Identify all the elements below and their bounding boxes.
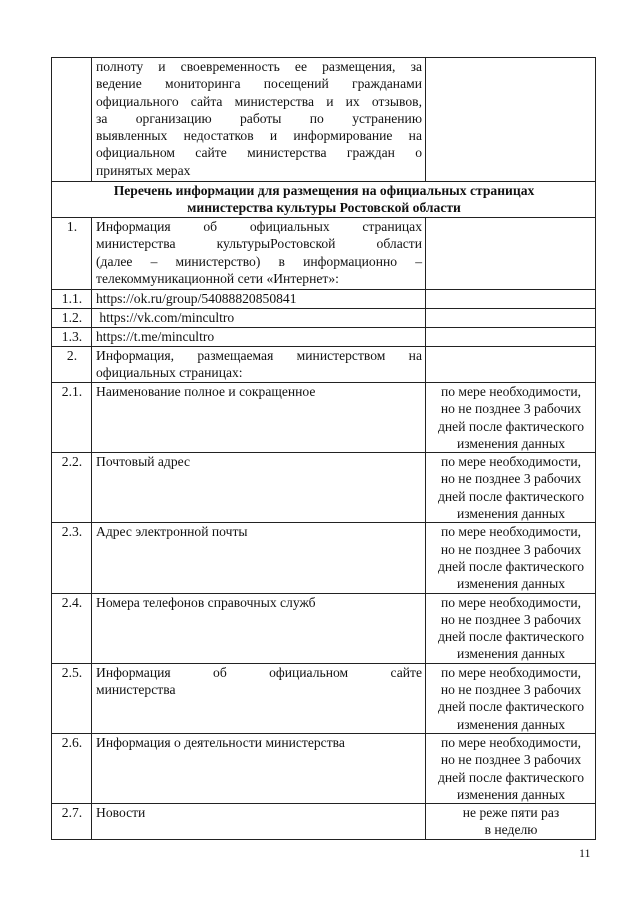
description-cell (92, 218, 426, 290)
table-row (52, 58, 596, 182)
term-line: но не позднее 3 рабочих (440, 401, 582, 417)
term-line: не реже пяти раз (462, 805, 560, 821)
term-cell (426, 383, 596, 453)
description-cell (92, 347, 426, 383)
term-line: изменения данных (456, 506, 566, 522)
text-line: министерства (96, 682, 176, 698)
term-line: но не позднее 3 рабочих (440, 471, 582, 487)
section-header (52, 182, 596, 218)
term-cell (426, 309, 596, 328)
row-number: 2.4. (52, 593, 92, 663)
row-number: 2.5. (52, 663, 92, 733)
term-line: дней после фактического (437, 629, 585, 645)
term-cell (426, 218, 596, 290)
row-number: 1.1. (52, 290, 92, 309)
term-line: по мере необходимости, (440, 384, 582, 399)
term-line: но не позднее 3 рабочих (440, 611, 582, 627)
table-row (52, 523, 596, 593)
text-line: (далее – министерство) в информационно – (96, 253, 422, 269)
description-cell: Почтовый адрес (92, 453, 426, 523)
table-row (52, 804, 596, 840)
description-cell: Адрес электронной почты (92, 523, 426, 593)
table-row (52, 218, 596, 290)
description-cell: Новости (92, 804, 426, 840)
table-row (52, 328, 596, 347)
row-number: 2. (52, 347, 92, 383)
row-number: 1. (52, 218, 92, 290)
row-number: 2.2. (52, 453, 92, 523)
text-line: полноту и своевременность ее размещения, за (96, 59, 422, 74)
term-cell (426, 58, 596, 182)
term-line: по мере необходимости, (440, 594, 582, 610)
term-line: изменения данных (456, 576, 566, 592)
term-line: по мере необходимости, (440, 524, 582, 540)
term-line: но не позднее 3 рабочих (440, 541, 582, 557)
term-cell (426, 593, 596, 663)
row-number: 2.6. (52, 733, 92, 803)
table-row (52, 290, 596, 309)
text-line: официальных страницах: (96, 365, 243, 381)
term-cell (426, 453, 596, 523)
row-number: 2.3. (52, 523, 92, 593)
term-cell (426, 804, 596, 840)
section-header-line: министерства культуры Ростовской области (187, 200, 461, 216)
term-cell (426, 523, 596, 593)
table-row (52, 593, 596, 663)
text-line: Информация об официальном сайте (96, 664, 422, 680)
term-line: дней после фактического (437, 699, 585, 715)
text-line: принятых мерах (96, 162, 191, 178)
term-line: но не позднее 3 рабочих (440, 752, 582, 768)
table-row (52, 453, 596, 523)
table-row (52, 663, 596, 733)
section-header-row (52, 182, 596, 218)
text-line: выявленных недостатков и информирование на (96, 128, 422, 144)
term-line: в неделю (484, 822, 538, 838)
term-cell (426, 290, 596, 309)
row-number-cell (52, 58, 92, 182)
term-line: по мере необходимости, (440, 454, 582, 470)
text-line: телекоммуникационной сети «Интернет»: (96, 270, 339, 286)
term-line: изменения данных (456, 435, 566, 451)
term-line: дней после фактического (437, 558, 585, 574)
term-line: изменения данных (456, 786, 566, 802)
term-line: дней после фактического (437, 418, 585, 434)
text-line: официальном сайте министерства граждан о (96, 145, 422, 161)
term-line: по мере необходимости, (440, 734, 582, 750)
table-row (52, 309, 596, 328)
term-line: по мере необходимости, (440, 664, 582, 680)
page-number: 11 (579, 846, 591, 860)
telegram-link: https://t.me/mincultro (92, 328, 426, 347)
term-line: изменения данных (456, 646, 566, 662)
term-line: дней после фактического (437, 488, 585, 504)
row-number: 2.7. (52, 804, 92, 840)
description-cell: Наименование полное и сокращенное (92, 383, 426, 453)
table-row (52, 347, 596, 383)
table-row (52, 733, 596, 803)
section-header-line: Перечень информации для размещения на официальных страницах (113, 183, 535, 198)
text-line: за организацию работы по устранению (96, 110, 422, 126)
term-cell (426, 347, 596, 383)
text-line: официального сайта министерства и их отзывов, (96, 93, 422, 109)
description-cell: Номера телефонов справочных служб (92, 593, 426, 663)
term-line: но не позднее 3 рабочих (440, 682, 582, 698)
row-number: 1.3. (52, 328, 92, 347)
text-line: ведение мониторинга посещений гражданами (96, 76, 422, 92)
description-cell (92, 663, 426, 733)
description-cell: Информация о деятельности министерства (92, 733, 426, 803)
text-line: Информация, размещаемая министерством на (96, 348, 422, 363)
term-cell (426, 663, 596, 733)
odnoklassniki-link: https://ok.ru/group/54088820850841 (92, 290, 426, 309)
text-line: министерства культурыРостовской области (96, 236, 422, 252)
row-number: 1.2. (52, 309, 92, 328)
term-line: изменения данных (456, 716, 566, 732)
term-cell (426, 328, 596, 347)
text-line: Информация об официальных страницах (96, 219, 422, 234)
term-line: дней после фактического (437, 769, 585, 785)
vk-link: https://vk.com/mincultro (92, 309, 426, 328)
term-cell (426, 733, 596, 803)
info-table (51, 57, 596, 840)
description-cell (92, 58, 426, 182)
table-row (52, 383, 596, 453)
row-number: 2.1. (52, 383, 92, 453)
